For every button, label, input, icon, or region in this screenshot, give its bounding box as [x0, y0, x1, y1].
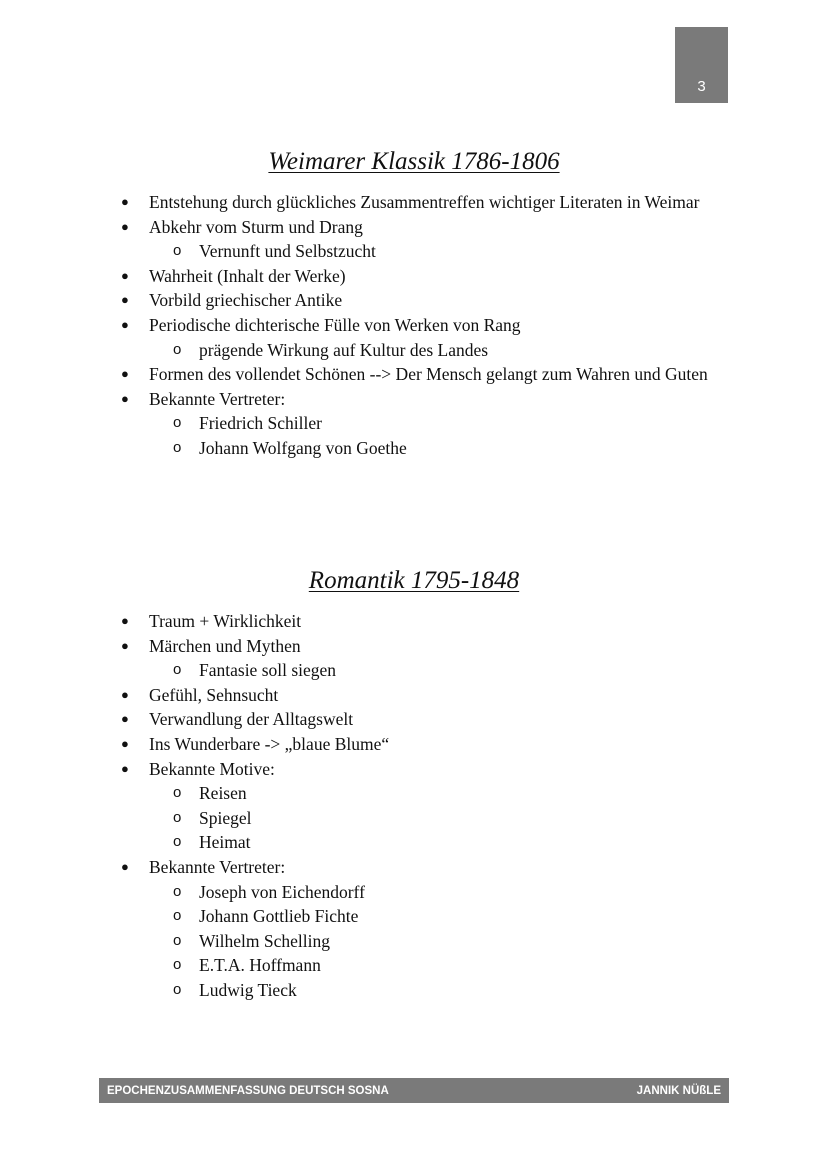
bullet-icon: ●: [121, 194, 129, 209]
list-item-text: Periodische dichterische Fülle von Werken von Rang: [149, 314, 521, 335]
list-item-text: Ins Wunderbare -> „blaue Blume“: [149, 733, 390, 754]
sub-list-item: [0, 830, 828, 855]
sub-list-item-text: Friedrich Schiller: [199, 413, 322, 434]
list-item: [0, 609, 828, 634]
list-item: [0, 264, 828, 289]
bullet-icon: ●: [121, 711, 129, 727]
list-item-text: Formen des vollendet Schönen --> Der Mensch gelangt zum Wahren und Guten: [149, 364, 708, 385]
list-item-text: Gefühl, Sehnsucht: [149, 684, 279, 705]
bullet-icon: ●: [121, 292, 129, 308]
circle-bullet-icon: o: [173, 882, 182, 900]
sub-list-item: [0, 658, 828, 683]
bullet-icon: ●: [121, 613, 129, 628]
sub-list-item-text: Spiegel: [199, 807, 252, 828]
list-item: [0, 362, 828, 387]
sub-list-item: [0, 904, 828, 929]
circle-bullet-icon: o: [173, 414, 182, 432]
circle-bullet-icon: o: [173, 784, 182, 802]
bullet-icon: ●: [121, 735, 129, 751]
sub-list-item: [0, 239, 828, 264]
list-item: [0, 215, 828, 240]
sub-list-item-text: Johann Wolfgang von Goethe: [199, 437, 407, 458]
sub-list-item: [0, 436, 828, 461]
list-item: [0, 313, 828, 338]
circle-bullet-icon: o: [173, 931, 182, 949]
list-item: [0, 707, 828, 732]
list-item-text: Wahrheit (Inhalt der Werke): [149, 265, 346, 286]
section-list-romantik: [0, 609, 828, 1003]
sub-list-item: [0, 953, 828, 978]
sub-list-item: [0, 978, 828, 1003]
sub-list-item-text: Joseph von Eichendorff: [199, 881, 365, 902]
bullet-icon: ●: [121, 760, 129, 776]
sub-list-item: [0, 781, 828, 806]
bullet-icon: ●: [121, 366, 129, 382]
list-item: [0, 732, 828, 757]
section-list-weimarer-klassik: [0, 190, 828, 461]
sub-list-item-text: Vernunft und Selbstzucht: [199, 241, 376, 262]
circle-bullet-icon: o: [173, 956, 182, 974]
bullet-icon: ●: [121, 858, 129, 874]
section-title-romantik: Romantik 1795-1848: [308, 567, 520, 594]
sub-list-item-text: Johann Gottlieb Fichte: [199, 906, 359, 927]
sub-list-item: [0, 338, 828, 363]
page-number-badge: [675, 27, 728, 103]
sub-list-item-text: Wilhelm Schelling: [199, 930, 331, 951]
circle-bullet-icon: o: [173, 907, 182, 925]
list-item: [0, 387, 828, 412]
list-item-text: Bekannte Vertreter:: [149, 856, 286, 877]
footer-bar: [99, 1078, 729, 1103]
sub-list-item-text: Heimat: [199, 832, 251, 853]
sub-list-item-text: prägende Wirkung auf Kultur des Landes: [199, 339, 489, 360]
list-item: [0, 683, 828, 708]
circle-bullet-icon: o: [173, 438, 182, 456]
list-item-text: Entstehung durch glückliches Zusammentreffen wichtiger Literaten in Weimar: [149, 192, 700, 212]
bullet-icon: ●: [121, 218, 129, 234]
list-item: [0, 190, 828, 215]
circle-bullet-icon: o: [173, 833, 182, 851]
sub-list-item: [0, 929, 828, 954]
list-item-text: Traum + Wirklichkeit: [149, 611, 302, 631]
sub-list-item-text: Ludwig Tieck: [199, 979, 297, 1000]
circle-bullet-icon: o: [173, 808, 182, 826]
sub-list-item-text: E.T.A. Hoffmann: [199, 955, 321, 976]
list-item-text: Märchen und Mythen: [149, 635, 301, 656]
list-item-text: Verwandlung der Alltagswelt: [149, 709, 354, 730]
list-item-text: Bekannte Vertreter:: [149, 388, 286, 409]
bullet-icon: ●: [121, 390, 129, 406]
list-item-text: Vorbild griechischer Antike: [149, 290, 343, 311]
footer-author: JANNIK NÜßLE: [636, 1084, 721, 1097]
sub-list-item-text: Reisen: [199, 783, 247, 804]
bullet-icon: ●: [121, 637, 129, 653]
list-item-text: Abkehr vom Sturm und Drang: [149, 216, 363, 237]
sub-list-item: [0, 880, 828, 905]
circle-bullet-icon: o: [173, 242, 182, 260]
footer-document-title: EPOCHENZUSAMMENFASSUNG DEUTSCH SOSNA: [107, 1084, 389, 1097]
circle-bullet-icon: o: [173, 661, 182, 679]
bullet-icon: ●: [121, 316, 129, 332]
list-item-text: Bekannte Motive:: [149, 758, 275, 779]
list-item: [0, 757, 828, 782]
sub-list-item: [0, 806, 828, 831]
bullet-icon: ●: [121, 686, 129, 702]
section-title-weimarer-klassik: Weimarer Klassik 1786-1806: [268, 148, 560, 175]
bullet-icon: ●: [121, 267, 129, 283]
list-item: [0, 634, 828, 659]
circle-bullet-icon: o: [173, 980, 182, 998]
list-item: [0, 855, 828, 880]
list-item: [0, 288, 828, 313]
sub-list-item-text: Fantasie soll siegen: [199, 660, 337, 681]
page-number: 3: [697, 78, 706, 95]
sub-list-item: [0, 411, 828, 436]
circle-bullet-icon: o: [173, 340, 182, 358]
